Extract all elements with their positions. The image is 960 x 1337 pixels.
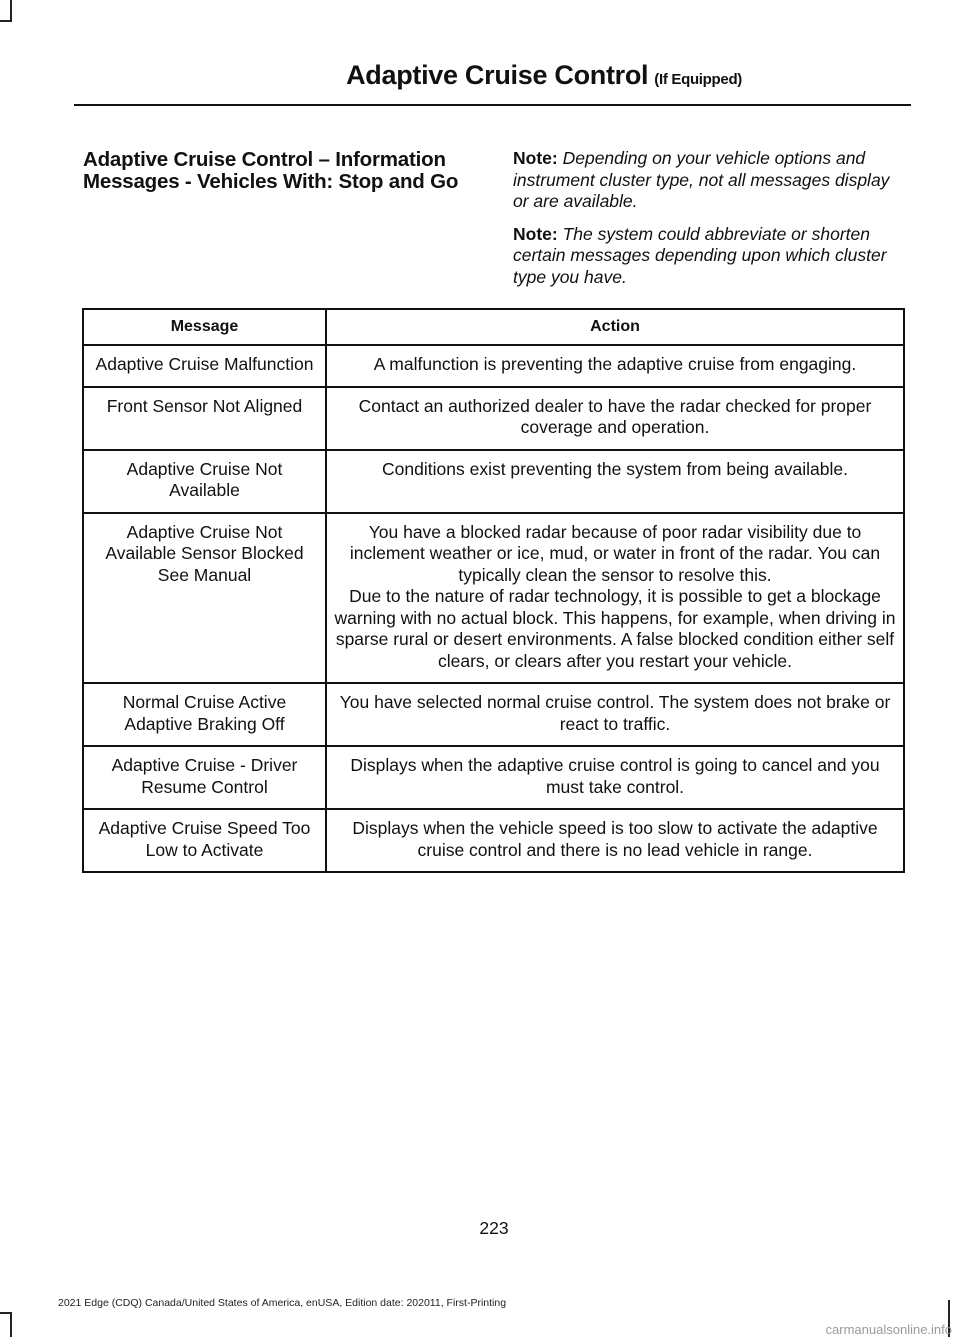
header-title-suffix: (If Equipped): [654, 71, 742, 88]
action-text: You have selected normal cruise control. The system does not brake or react to traffic.: [339, 692, 891, 734]
action-text: Displays when the vehicle speed is too slow to activate the adaptive cruise control and there is no lead vehicle in range.: [352, 818, 878, 860]
action-cell: [326, 746, 904, 809]
table-row: [83, 683, 904, 746]
crop-mark: [0, 20, 12, 22]
note: [513, 148, 908, 213]
action-text: Due to the nature of radar technology, it is possible to get a blockage warning with no actual block. This happens, for example, when driving in sparse rural or desert environments. A false blocked condition either self clears, or clears after you restart your vehicle.: [334, 586, 896, 671]
notes-column: [513, 148, 908, 299]
action-cell: [326, 450, 904, 513]
message-cell: Normal Cruise Active Adaptive Braking Off: [83, 683, 326, 746]
action-cell: [326, 387, 904, 450]
action-cell: [326, 683, 904, 746]
table-row: [83, 746, 904, 809]
action-text: Conditions exist preventing the system from being available.: [382, 458, 848, 479]
message-cell: Adaptive Cruise Malfunction: [83, 345, 326, 387]
footer-text: 2021 Edge (CDQ) Canada/United States of America, enUSA, Edition date: 202011, First-Printing: [58, 1297, 507, 1309]
action-cell: [326, 345, 904, 387]
action-text: Displays when the adaptive cruise control is going to cancel and you must take control.: [350, 755, 880, 797]
page-header: [0, 60, 742, 91]
message-cell: Adaptive Cruise Speed Too Low to Activate: [83, 809, 326, 872]
crop-mark: [10, 1312, 12, 1337]
message-cell: Adaptive Cruise Not Available Sensor Blocked See Manual: [83, 513, 326, 684]
action-text: You have a blocked radar because of poor radar visibility due to inclement weather or ice, mud, or water in front of the radar. You can typically clean the sensor to resolve this.: [349, 521, 881, 585]
page-number: 223: [479, 1218, 509, 1238]
action-text: A malfunction is preventing the adaptive cruise from engaging.: [373, 354, 857, 374]
note-label: Note:: [513, 223, 558, 244]
action-text: Contact an authorized dealer to have the radar checked for proper coverage and operation.: [358, 395, 872, 437]
table-header-row: [83, 309, 904, 345]
table-row: [83, 345, 904, 387]
note-text: The system could abbreviate or shorten certain messages depending upon which cluster type you have.: [513, 223, 887, 287]
column-header-message: Message: [83, 309, 326, 345]
table-row: [83, 450, 904, 513]
column-header-action: Action: [326, 309, 904, 345]
crop-mark: [10, 0, 12, 20]
action-cell: [326, 513, 904, 684]
table-row: [83, 809, 904, 872]
header-title: Adaptive Cruise Control: [346, 60, 649, 90]
watermark: carmanualsonline.info: [825, 1322, 952, 1337]
note-text: Depending on your vehicle options and instrument cluster type, not all messages display or are available.: [513, 148, 890, 211]
messages-table: [82, 308, 905, 873]
section-heading: Adaptive Cruise Control – Information Messages - Vehicles With: Stop and Go: [83, 148, 459, 193]
header-divider: [74, 104, 911, 106]
note: [513, 224, 908, 289]
table-row: [83, 513, 904, 684]
note-label: Note:: [513, 148, 558, 168]
message-cell: Adaptive Cruise Not Available: [83, 450, 326, 513]
message-cell: Front Sensor Not Aligned: [83, 387, 326, 450]
crop-mark: [0, 1312, 12, 1314]
action-cell: [326, 809, 904, 872]
message-cell: Adaptive Cruise - Driver Resume Control: [83, 746, 326, 809]
table-row: [83, 387, 904, 450]
